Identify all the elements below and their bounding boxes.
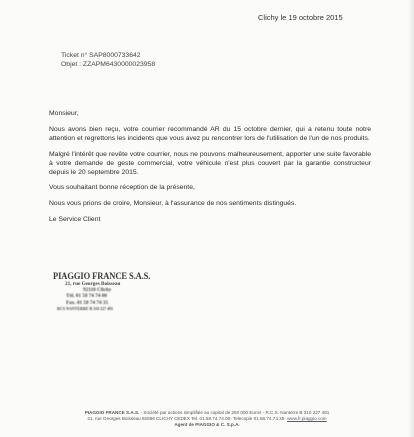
ticket-value: SAP8000733642 [89,52,141,59]
objet-value: ZZAPM6430000023958 [82,61,156,68]
reference-block [61,51,155,69]
letter-date: Clichy le 19 octobre 2015 [258,13,343,22]
stamp-rcs: RCS NANTERRE B 310 227 491 [57,305,114,311]
paragraph-3: Vous souhaitant bonne réception de la présente, [49,184,195,192]
paragraph-1: Nous avons bien reçu, votre courrier recommandé AR du 15 octobre dernier, qui a retenu toute notre attention et regrettons les incidents que vous avez pu rencontrer lors de l'utilisation de l'un de nos produits. [49,125,371,142]
footer-website-link[interactable]: www.fr.piaggio.com [287,416,327,421]
footer-company: PIAGGIO FRANCE S.A.S. [84,410,140,415]
salutation: Monsieur, [49,110,79,117]
footer-line-3: Agent de PIAGGIO & C. S.p.A. [174,422,240,427]
ticket-line [61,51,155,60]
page-edge-shadow [408,0,414,437]
stamp-company: PIAGGIO FRANCE S.A.S. [53,270,151,282]
footer-legal: - Société par actions simplifiée au capital de 250 000 Euros - R.C.S. Nanterre B 310 227 491 [139,410,330,415]
objet-line [61,60,155,69]
ticket-label: Ticket n° [61,52,88,59]
stamp-fax: Fax. 01 58 74 74 35 [66,299,109,306]
paragraph-2: Malgré l'intérêt que revête votre courrier, nous ne pouvons malheureusement, apporter une suite favorable à votre demande de geste commercial, votre véhicule n'est plus couvert par la garantie constructeur depuis le 20 septembre 2015. [49,150,371,176]
stamp-city: 92110 Clichy [83,287,112,294]
footer-address: 21, rue Georges Boisseau 92586 CLICHY CEDEX Tel. 01.58.74.74.00- Telecopie 01.58.74.74.35- [87,416,288,421]
signature: Le Service Client [49,216,101,224]
stamp-tel: Tél. 01 58 74 74 00 [66,293,107,300]
objet-label: Objet : [61,61,82,68]
paragraph-4: Nous vous prions de croire, Monsieur, à l'assurance de nos sentiments distingués. [49,200,297,208]
letter-body [49,110,371,232]
company-stamp [53,270,163,312]
letter-footer [0,410,414,428]
stamp-street: 21, rue Georges Boisseau [65,281,121,287]
